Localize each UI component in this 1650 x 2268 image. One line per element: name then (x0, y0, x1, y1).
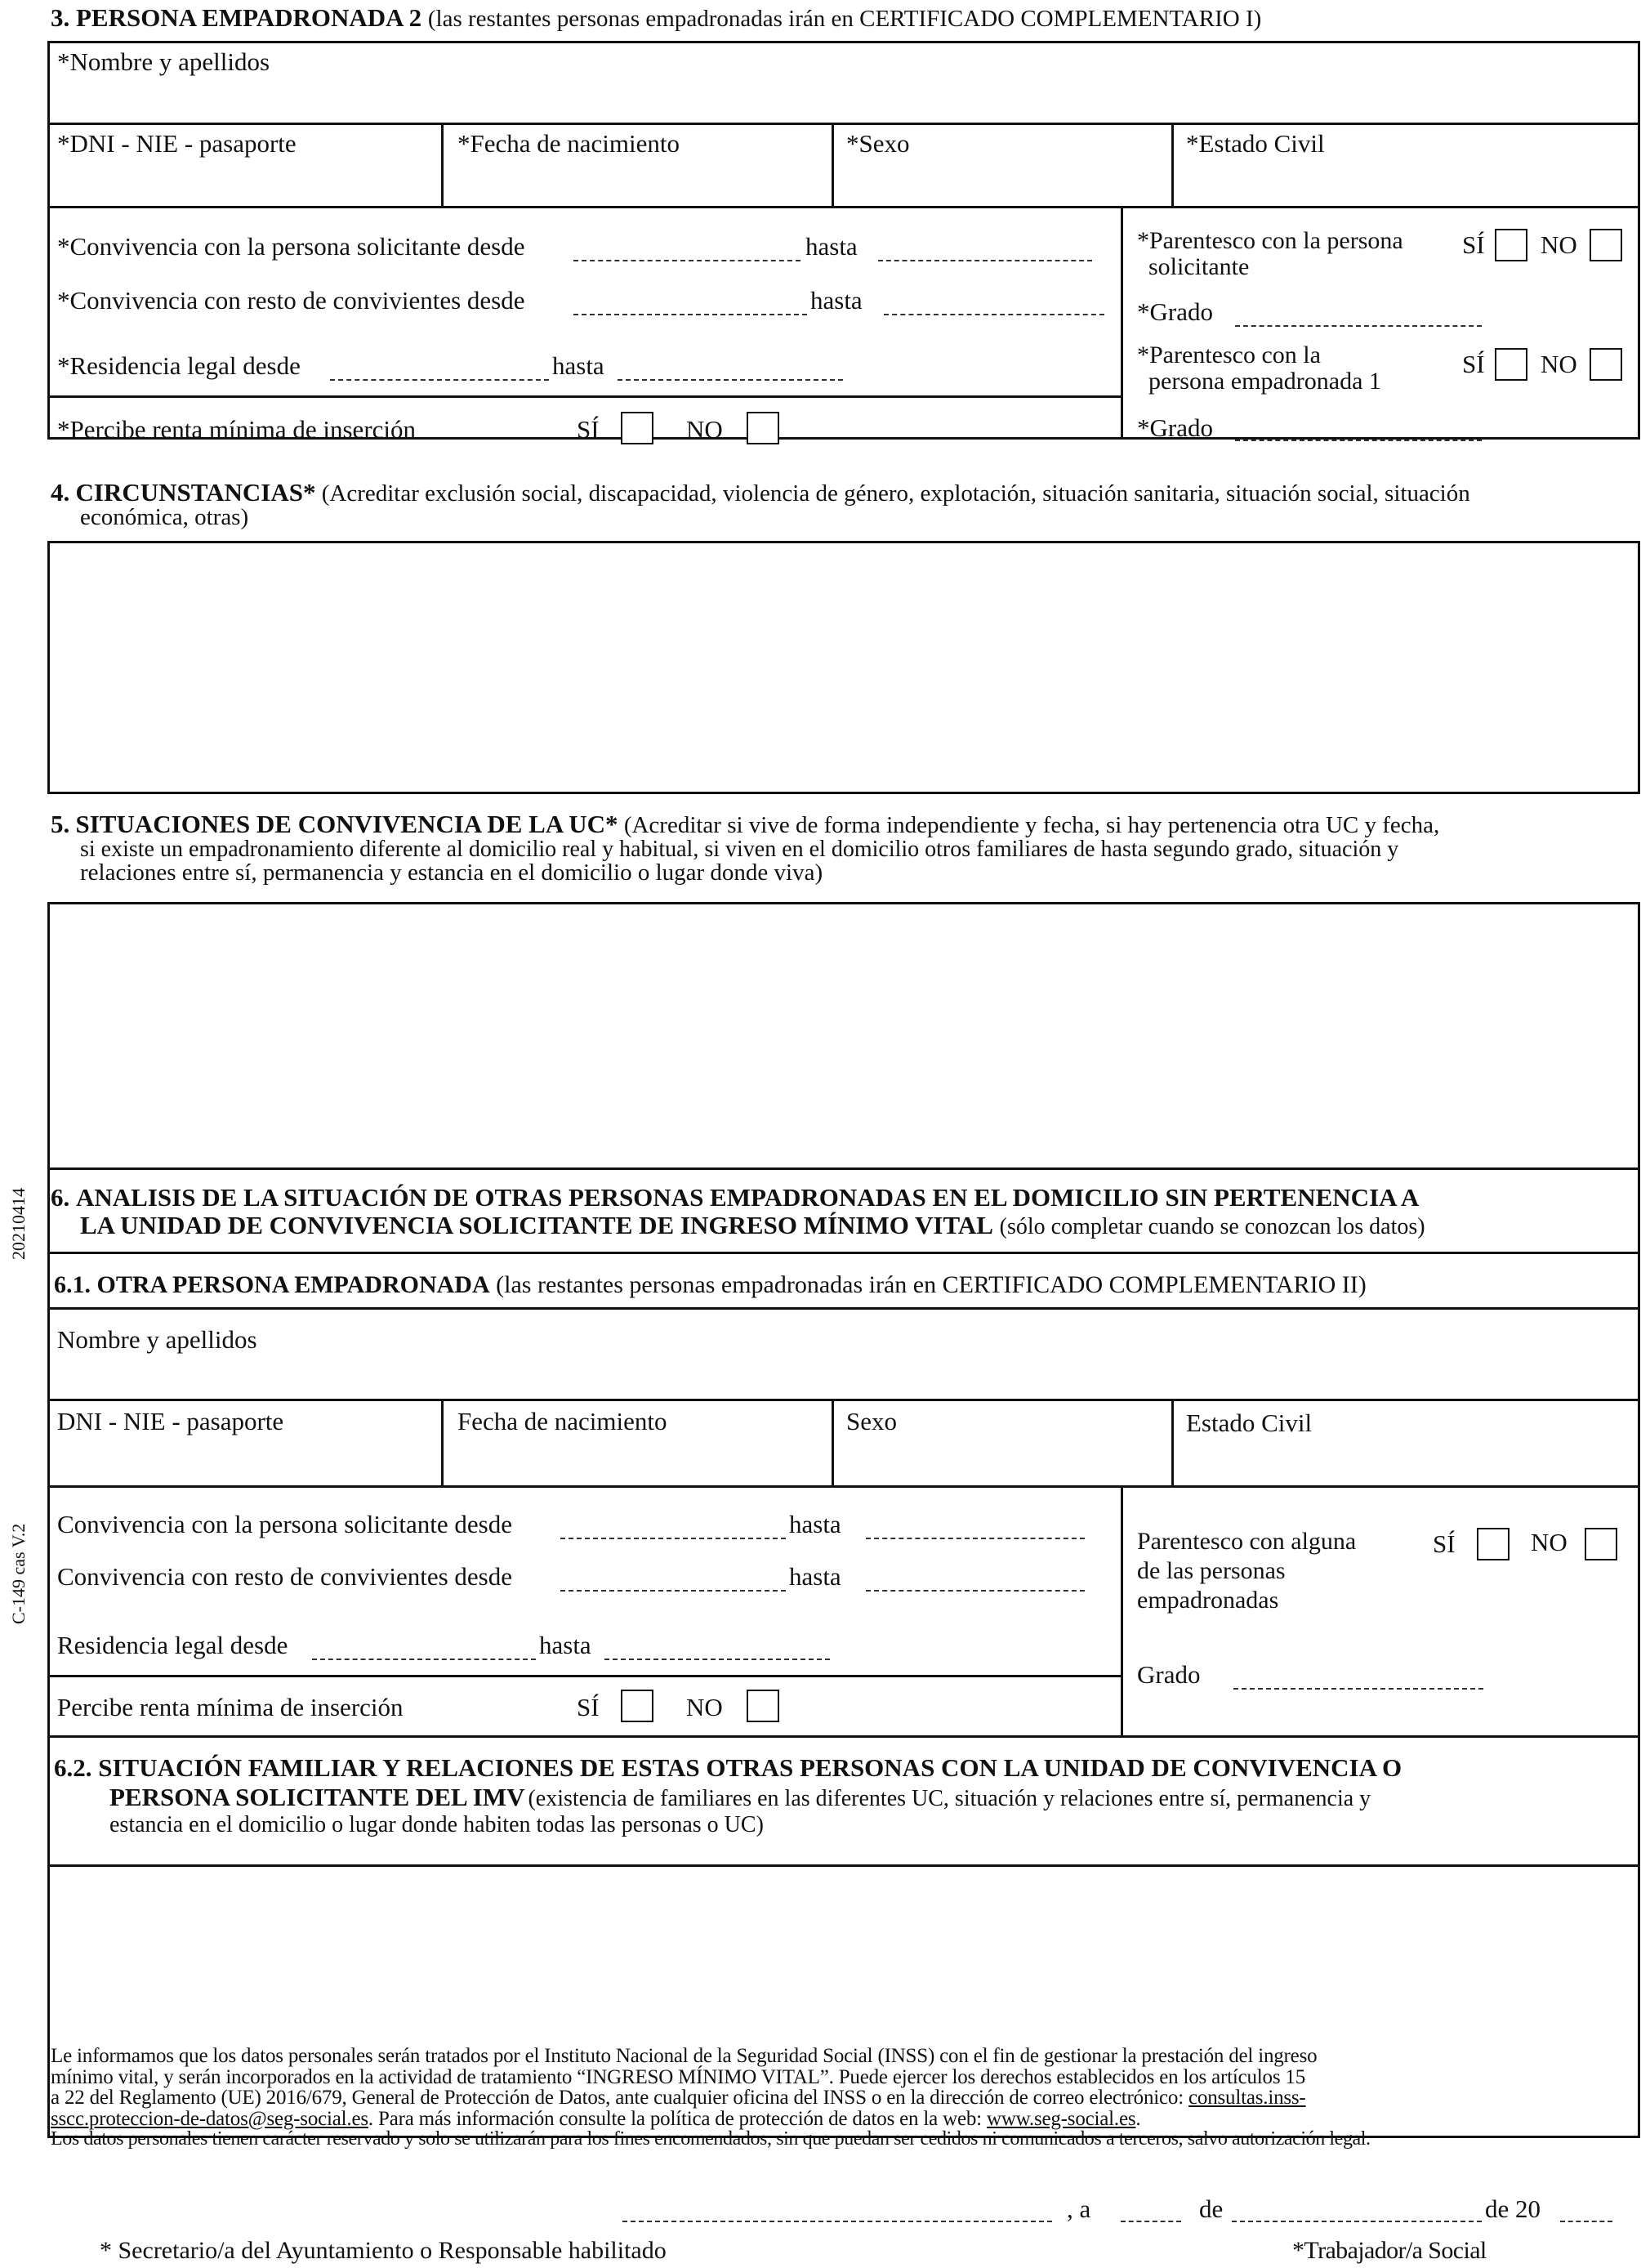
divider (441, 123, 444, 208)
renta-minima-label: Percibe renta mínima de inserción (57, 1693, 404, 1721)
section-note: (Acreditar exclusión social, discapacidad, violencia de género, explotación, situación sanitaria, situación social, situación (321, 480, 1470, 507)
privacy-line: . (1135, 2107, 1141, 2130)
de-label: de (1199, 2194, 1224, 2223)
otra-convivencia-solicitante-desde-field[interactable] (560, 1538, 786, 1539)
residencia-desde-field[interactable] (330, 379, 549, 381)
parentesco-empadronada-label: *Parentesco con la (1137, 342, 1321, 368)
nombre-label: *Nombre y apellidos (57, 47, 270, 76)
divider (47, 1399, 1640, 1401)
divider (441, 1399, 444, 1487)
parentesco-solicitante-no-checkbox[interactable] (1590, 229, 1622, 261)
divider (1121, 206, 1123, 440)
section-note-3: relaciones entre sí, permanencia y estancia en el domicilio o lugar donde viva) (80, 859, 823, 886)
section-title-2: PERSONA SOLICITANTE DEL IMV (109, 1783, 525, 1811)
hasta-label: hasta (805, 232, 858, 261)
parentesco-solicitante-label-2: solicitante (1148, 253, 1250, 280)
convivencia-solicitante-label: Convivencia con la persona solicitante desde (57, 1510, 512, 1538)
anio-field[interactable] (1560, 2221, 1612, 2222)
renta-si-checkbox[interactable] (621, 412, 653, 444)
dni-label: DNI - NIE - pasaporte (57, 1407, 284, 1435)
email-link[interactable]: consultas.inss- (1188, 2087, 1306, 2109)
no-label: NO (1541, 350, 1577, 378)
section-6-left-border (47, 1168, 50, 2137)
dni-field[interactable] (52, 163, 436, 203)
residencia-legal-label: Residencia legal desde (57, 1631, 288, 1659)
comma-a-label: , a (1067, 2194, 1091, 2223)
section-title: SITUACIÓN FAMILIAR Y RELACIONES DE ESTAS OTRAS PERSONAS CON LA UNIDAD DE CONVIVENCIA O (98, 1753, 1402, 1782)
section-6-1-heading (54, 1271, 1367, 1299)
privacy-line: Le informamos que los datos personales serán tratados por el Instituto Nacional de la Seguridad Social (INSS) con el fin de gestionar la prestación del ingreso (51, 2045, 1318, 2067)
otra-parentesco-no-checkbox[interactable] (1585, 1528, 1617, 1560)
parentesco-solicitante-label: *Parentesco con la persona (1137, 227, 1403, 254)
section-number: 3. (51, 3, 70, 32)
estado-civil-label: *Estado Civil (1186, 129, 1325, 158)
form-date-code: 20210414 (8, 1188, 29, 1260)
renta-no-checkbox[interactable] (747, 412, 779, 444)
privacy-notice (51, 2046, 1640, 2150)
convivencia-resto-hasta-field[interactable] (884, 314, 1104, 315)
grado-label: *Grado (1137, 413, 1213, 442)
dia-field[interactable] (1121, 2221, 1181, 2222)
otra-renta-no-checkbox[interactable] (747, 1690, 779, 1722)
secretario-signature-label: * Secretario/a del Ayuntamiento o Responsable habilitado (100, 2237, 667, 2264)
section-6-heading (51, 1183, 1640, 1240)
web-link[interactable]: www.seg-social.es (986, 2107, 1136, 2130)
otra-grado-field[interactable] (1233, 1688, 1483, 1690)
divider (47, 123, 1640, 125)
section-number: 6. (51, 1183, 70, 1212)
divider (1171, 1399, 1174, 1487)
parentesco-label-3: empadronadas (1137, 1587, 1279, 1614)
section-number: 4. (51, 478, 70, 507)
otra-nombre-field[interactable] (52, 1356, 1634, 1395)
section-note-2: si existe un empadronamiento diferente al domicilio real y habitual, si viven en el domicilio otros familiares de hasta segundo grado, situación y (80, 837, 1399, 862)
section-title: PERSONA EMPADRONADA 2 (76, 3, 422, 32)
nombre-field[interactable] (52, 82, 1634, 118)
no-label: NO (686, 415, 723, 444)
si-label: SÍ (577, 415, 600, 444)
email-link-2[interactable]: sscc.proteccion-de-datos@seg-social.es (51, 2107, 368, 2130)
hasta-label: hasta (539, 1631, 591, 1659)
section-number: 6.1. (54, 1271, 91, 1298)
section-6-2-heading (54, 1753, 1635, 1838)
section-title: CIRCUNSTANCIAS* (75, 478, 316, 507)
section-note-2: estancia en el domicilio o lugar donde habiten todas las personas o UC) (109, 1812, 764, 1837)
si-label: SÍ (1462, 230, 1485, 259)
section-number: 5. (51, 810, 70, 838)
divider (832, 123, 834, 208)
parentesco-empadronada-no-checkbox[interactable] (1590, 348, 1622, 381)
section-title: ANALISIS DE LA SITUACIÓN DE OTRAS PERSONAS EMPADRONADAS EN EL DOMICILIO SIN PERTENENCIA A (76, 1183, 1420, 1212)
privacy-line: a 22 del Reglamento (UE) 2016/679, General de Protección de Datos, ante cualquier oficina del INSS o en la dirección de correo electrónico: (51, 2087, 1184, 2109)
estado-civil-label: Estado Civil (1186, 1409, 1313, 1437)
convivencia-solicitante-desde-field[interactable] (573, 260, 800, 261)
section-title: SITUACIONES DE CONVIVENCIA DE LA UC* (75, 810, 618, 838)
otra-convivencia-resto-hasta-field[interactable] (866, 1590, 1085, 1592)
hasta-label: hasta (810, 286, 863, 315)
sexo-label: Sexo (846, 1407, 897, 1435)
otra-parentesco-si-checkbox[interactable] (1477, 1528, 1510, 1560)
section-title-2: LA UNIDAD DE CONVIVENCIA SOLICITANTE DE INGRESO MÍNIMO VITAL (80, 1211, 993, 1239)
hasta-label: hasta (552, 351, 604, 380)
parentesco-empadronada-label-2: persona empadronada 1 (1148, 368, 1381, 395)
convivencia-solicitante-label: *Convivencia con la persona solicitante desde (57, 232, 525, 261)
section-note: (sólo completar cuando se conozcan los datos) (999, 1214, 1425, 1239)
fecha-nacimiento-field[interactable] (446, 163, 827, 203)
divider (47, 1675, 1122, 1677)
parentesco-solicitante-si-checkbox[interactable] (1495, 229, 1527, 261)
residencia-legal-label: *Residencia legal desde (57, 351, 301, 380)
convivencia-resto-label: *Convivencia con resto de convivientes desde (57, 286, 525, 315)
otra-convivencia-solicitante-hasta-field[interactable] (866, 1538, 1085, 1539)
sexo-label: *Sexo (846, 129, 910, 158)
fecha-nacimiento-label: Fecha de nacimiento (457, 1407, 667, 1435)
fecha-nacimiento-label: *Fecha de nacimiento (457, 129, 680, 158)
parentesco-label-2: de las personas (1137, 1557, 1286, 1584)
parentesco-empadronada-si-checkbox[interactable] (1495, 348, 1527, 381)
circunstancias-textarea[interactable] (47, 541, 1640, 794)
si-label: SÍ (1433, 1529, 1456, 1558)
si-label: SÍ (577, 1693, 600, 1721)
divider (47, 1485, 1640, 1488)
divider (47, 395, 1122, 398)
divider (47, 206, 1640, 208)
section-note: (las restantes personas empadronadas irán en CERTIFICADO COMPLEMENTARIO I) (427, 6, 1262, 32)
grado-empadronada-field[interactable] (1235, 440, 1482, 441)
dni-label: *DNI - NIE - pasaporte (57, 129, 297, 158)
nombre-label: Nombre y apellidos (57, 1325, 257, 1354)
privacy-reserved-line: Los datos personales tienen carácter reservado y solo se utilizarán para los fines encomendados, sin que puedan ser cedidos ni comunicados a terceros, salvo autorización legal. (51, 2128, 1371, 2150)
section-note-2: económica, otras) (80, 504, 249, 530)
section-6-right-border (1638, 1168, 1640, 2137)
convivencia-resto-desde-field[interactable] (573, 314, 807, 315)
otra-residencia-hasta-field[interactable] (604, 1659, 830, 1660)
grado-label: *Grado (1137, 297, 1213, 326)
convivencia-resto-label: Convivencia con resto de convivientes desde (57, 1562, 512, 1591)
otra-renta-si-checkbox[interactable] (621, 1690, 653, 1722)
convivencia-uc-textarea[interactable] (47, 902, 1640, 1170)
section-4-heading (51, 480, 1640, 529)
form-version-code: C-149 cas V.2 (8, 1523, 29, 1624)
residencia-hasta-field[interactable] (618, 379, 843, 381)
section-note: (Acreditar si vive de forma independiente y fecha, si hay pertenencia otra UC y fecha, (623, 812, 1440, 838)
divider (832, 1399, 834, 1487)
de-20-label: de 20 (1485, 2194, 1541, 2223)
section-note: (existencia de familiares en las diferentes UC, situación y relaciones entre sí, permanencia y (528, 1786, 1371, 1811)
divider (47, 1864, 1640, 1867)
grado-label: Grado (1137, 1660, 1201, 1689)
no-label: NO (1541, 230, 1577, 259)
section-number: 6.2. (54, 1753, 92, 1782)
renta-minima-label: *Percibe renta mínima de inserción (57, 415, 417, 444)
otra-sexo-field[interactable] (836, 1441, 1166, 1482)
section-note: (las restantes personas empadronadas irán en CERTIFICADO COMPLEMENTARIO II) (496, 1271, 1367, 1298)
otra-convivencia-resto-desde-field[interactable] (560, 1590, 786, 1592)
otra-dni-field[interactable] (52, 1441, 436, 1482)
otra-residencia-desde-field[interactable] (312, 1659, 536, 1660)
otra-estado-civil-field[interactable] (1176, 1441, 1635, 1482)
parentesco-label: Parentesco con alguna (1137, 1528, 1357, 1555)
privacy-line: . Para más información consulte la política de protección de datos en la web: (368, 2107, 982, 2130)
grado-solicitante-field[interactable] (1235, 325, 1482, 327)
mes-field[interactable] (1232, 2221, 1482, 2222)
si-label: SÍ (1462, 350, 1485, 378)
section-5-heading (51, 812, 1640, 885)
hasta-label: hasta (789, 1510, 841, 1538)
section-3-heading (51, 3, 1261, 33)
hasta-label: hasta (789, 1562, 841, 1591)
divider (1171, 123, 1174, 208)
otra-fecha-field[interactable] (446, 1441, 827, 1482)
divider (47, 1735, 1640, 1738)
privacy-line: mínimo vital, y serán incorporados en la actividad de tratamiento “INGRESO MÍNIMO VITAL”. Puede ejercer los derechos establecidos en los artículos 15 (51, 2065, 1306, 2088)
trabajador-signature-label: *Trabajador/a Social (1292, 2237, 1487, 2264)
divider (47, 1307, 1640, 1310)
no-label: NO (686, 1693, 723, 1721)
lugar-field[interactable] (622, 2221, 1052, 2222)
sexo-field[interactable] (836, 163, 1166, 203)
estado-civil-field[interactable] (1176, 163, 1635, 203)
convivencia-solicitante-hasta-field[interactable] (878, 260, 1092, 261)
divider (47, 1252, 1640, 1254)
section-title: OTRA PERSONA EMPADRONADA (96, 1271, 490, 1298)
no-label: NO (1531, 1528, 1568, 1556)
divider (1121, 1485, 1123, 1737)
